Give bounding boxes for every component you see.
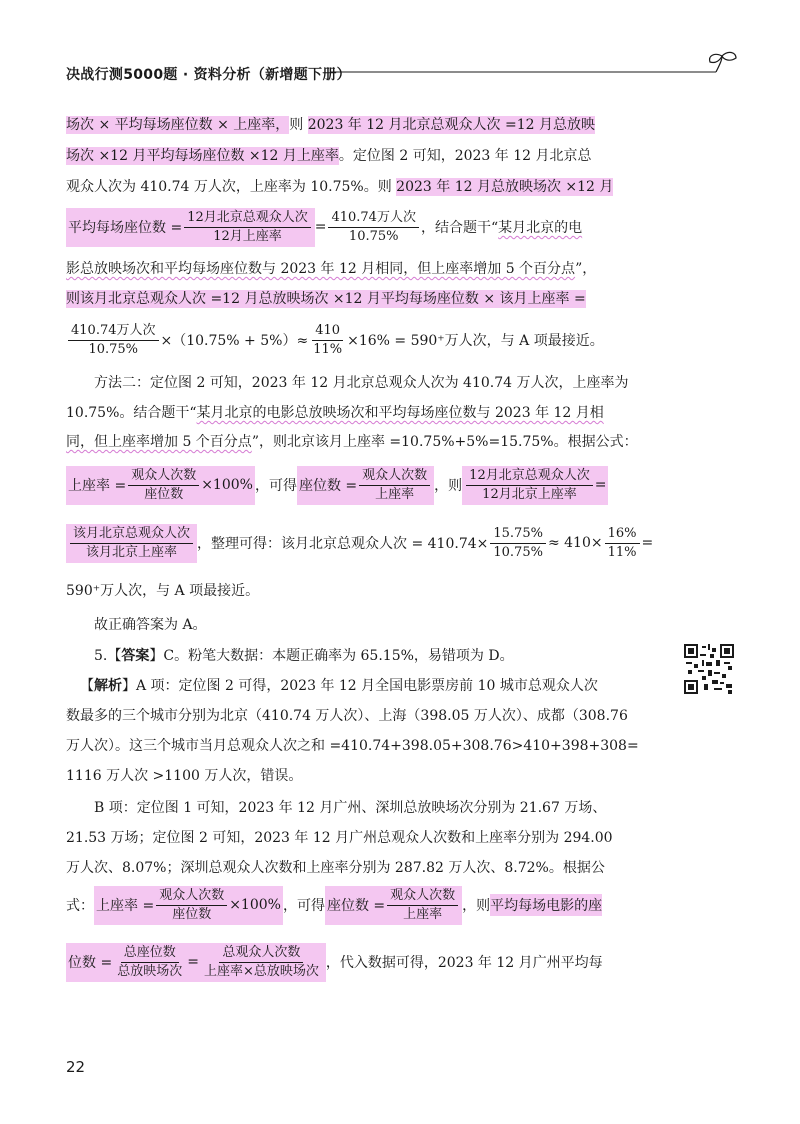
fraction: $\frac{410}{11\%}$ xyxy=(313,322,343,357)
formula-line-3: 上座率 = $\frac{\text{观众人次数}}{\text{座位数}}$ ×100% ，可得 座位数 = $\frac{\text{观众人次数}}{\text{上座率}}$ ，则 $\frac{\text{12月北京总观众人次}}{\text{12月北京上座率}}$ = xyxy=(66,462,608,508)
text-line-method2-1: 方法二：定位图 2 可知，2023 年 12 月北京总观众人次为 410.74 万人次，上座率为 xyxy=(94,375,629,391)
formula-line-5: 式： 上座率 = $\frac{\text{观众人次数}}{\text{座位数}}$ ×100% ，可得 座位数 = $\frac{\text{观众人次数}}{\text{上座率}}$ ，则 平均每场电影的座 xyxy=(66,882,602,928)
fraction: $\frac{\text{该月北京总观众人次}}{\text{该月北京上座率}}$ xyxy=(70,526,193,561)
qr-code-icon[interactable] xyxy=(684,644,734,694)
text-line-2: 场次 ×12 月平均每场座位数 ×12 月上座率。定位图 2 可知，2023 年 12 月北京总 xyxy=(66,148,592,164)
formula-highlight: 位数 = $\frac{\text{总座位数}}{\text{总放映场次}}$ = $\frac{\text{总观众人次数}}{\text{上座率×总放映场次}}$ xyxy=(66,943,326,982)
fraction: $\frac{\text{总座位数}}{\text{总放映场次}}$ xyxy=(117,944,183,979)
formula-line-1: 平均每场座位数 = $\frac{\text{12月北京总观众人次}}{\text{12月上座率}}$ = $\frac{\text{410.74万人次}}{10.75\%}$ ，结合题干“ 某月北京的电 xyxy=(66,207,582,247)
option-b-line-2: 21.53 万场；定位图 2 可知，2023 年 12 月广州总观众人次数和上座率分别为 294.00 xyxy=(66,830,613,846)
sprout-icon xyxy=(710,52,736,72)
text-line-1: 场次 × 平均每场座位数 × 上座率，则 2023 年 12 月北京总观众人次 =12 月总放映 xyxy=(66,117,595,133)
text-line-result-1: 590⁺万人次，与 A 项最接近。 xyxy=(66,583,260,599)
fraction: $\frac{\text{12月北京总观众人次}}{\text{12月北京上座率}}$ xyxy=(466,468,593,503)
text-line-method2-2: 10.75%。结合题干“某月北京的电影总放映场次和平均每场座位数与 2023 年 12 月相 xyxy=(66,405,604,421)
analysis-line-2: 数最多的三个城市分别为北京（410.74 万人次）、上海（398.05 万人次）、成都（308.76 xyxy=(66,708,628,724)
formula-line-4: $\frac{\text{该月北京总观众人次}}{\text{该月北京上座率}}$ ，整理可得：该月北京总观众人次 = 410.74× $\frac{15.75\%}{10.75\%}$ ≈ 410× $\frac{16\%}{11\%}$ = xyxy=(66,520,653,566)
header-rule xyxy=(0,42,800,92)
formula-highlight: $\frac{\text{12月北京总观众人次}}{\text{12月北京上座率}}$ = xyxy=(462,466,608,505)
fraction: $\frac{15.75\%}{10.75\%}$ xyxy=(490,526,546,561)
text-line-5: 影总放映场次和平均每场座位数与 2023 年 12 月相同，但上座率增加 5 个百分点”， xyxy=(66,261,597,277)
fraction: $\frac{\text{观众人次数}}{\text{座位数}}$ xyxy=(128,468,199,503)
formula-line-2: $\frac{\text{410.74万人次}}{10.75\%}$ ×（10.75% + 5%）≈ $\frac{410}{11\%}$ ×16% = 590⁺万人次，与 A 项最接近。 xyxy=(66,318,604,362)
fraction: $\frac{\text{观众人次数}}{\text{座位数}}$ xyxy=(156,888,227,923)
fraction: $\frac{16\%}{11\%}$ xyxy=(605,526,640,561)
fraction: $\frac{\text{观众人次数}}{\text{上座率}}$ xyxy=(359,468,430,503)
fraction: $\frac{\text{观众人次数}}{\text{上座率}}$ xyxy=(387,888,458,923)
formula-highlight: 平均每场座位数 = $\frac{\text{12月北京总观众人次}}{\text{12月上座率}}$ xyxy=(66,208,315,247)
formula-highlight: 座位数 = $\frac{\text{观众人次数}}{\text{上座率}}$ xyxy=(325,886,462,925)
page-number: 22 xyxy=(66,1058,86,1076)
analysis-line-3: 万人次）。这三个城市当月总观众人次之和 =410.74+398.05+308.76>410+398+308= xyxy=(66,738,639,754)
fraction: $\frac{\text{410.74万人次}}{10.75\%}$ xyxy=(328,210,419,245)
running-header-title: 决战行测5000题 · 资料分析（新增题下册） xyxy=(66,67,351,83)
fraction: $\frac{\text{总观众人次数}}{\text{上座率×总放映场次}}$ xyxy=(203,944,319,979)
text-line-3: 观众人次为 410.74 万人次，上座率为 10.75%。则 2023 年 12 月总放映场次 ×12 月 xyxy=(66,179,614,195)
formula-line-6: 位数 = $\frac{\text{总座位数}}{\text{总放映场次}}$ = $\frac{\text{总观众人次数}}{\text{上座率×总放映场次}}$ ，代入数据可得，2023 年 12 月广州平均每 xyxy=(66,938,603,986)
fraction: $\frac{\text{12月北京总观众人次}}{\text{12月上座率}}$ xyxy=(184,210,311,245)
text-line-method2-3: 同，但上座率增加 5 个百分点”，则北京该月上座率 =10.75%+5%=15.75%。根据公式： xyxy=(66,434,638,450)
option-b-line-3: 万人次、8.07%；深圳总观众人次数和上座率分别为 287.82 万人次、8.72%。根据公 xyxy=(66,860,605,876)
formula-highlight: 上座率 = $\frac{\text{观众人次数}}{\text{座位数}}$ ×100% xyxy=(94,886,283,925)
fraction: $\frac{\text{410.74万人次}}{10.75\%}$ xyxy=(68,323,159,358)
formula-highlight: 座位数 = $\frac{\text{观众人次数}}{\text{上座率}}$ xyxy=(297,466,434,505)
text-line-result-2: 故正确答案为 A。 xyxy=(94,617,207,633)
text-line-6: 则该月北京总观众人次 =12 月总放映场次 ×12 月平均每场座位数 × 该月上座率 = xyxy=(66,291,586,307)
analysis-line-4: 1116 万人次 >1100 万人次，错误。 xyxy=(66,768,303,784)
answer-line: 5.【答案】C。粉笔大数据：本题正确率为 65.15%，易错项为 D。 xyxy=(94,648,514,664)
formula-highlight xyxy=(66,524,197,563)
analysis-line-1: 【解析】A 项：定位图 2 可得，2023 年 12 月全国电影票房前 10 城市总观众人次 xyxy=(80,678,598,694)
formula-highlight: 上座率 = $\frac{\text{观众人次数}}{\text{座位数}}$ ×100% xyxy=(66,466,255,505)
option-b-line-1: B 项：定位图 1 可知，2023 年 12 月广州、深圳总放映场次分别为 21.67 万场、 xyxy=(94,800,607,816)
